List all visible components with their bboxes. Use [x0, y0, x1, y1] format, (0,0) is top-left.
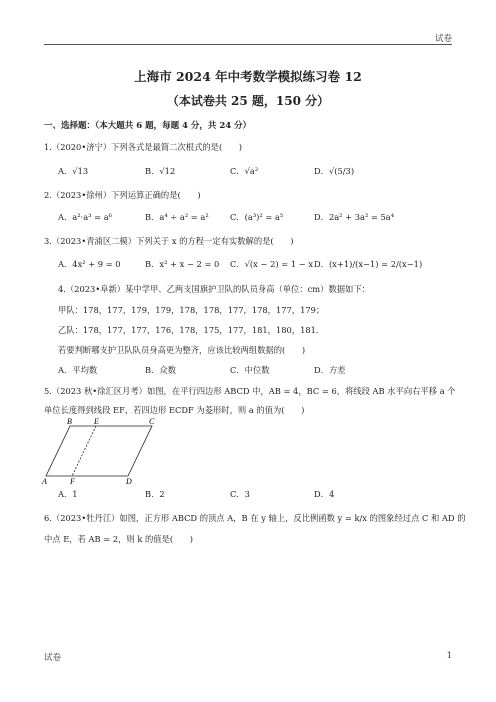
question-3-option-c: C．√(x − 2) = 1 − x: [230, 259, 314, 269]
segment-ef: [72, 426, 96, 476]
header-rule: [44, 44, 452, 45]
label-f: F: [70, 477, 75, 486]
label-c: C: [149, 417, 155, 426]
question-5-option-b: B．2: [145, 489, 165, 499]
question-3-stem: 3.（2023•青浦区二模）下列关于 x 的方程一定有实数解的是( ): [44, 236, 294, 246]
label-e: E: [94, 417, 99, 426]
question-4-option-b: B．众数: [145, 365, 176, 375]
question-1-option-a: A．√13: [58, 166, 89, 176]
label-d: D: [126, 477, 132, 486]
question-5-option-a: A．1: [58, 489, 78, 499]
label-a: A: [42, 477, 47, 486]
section-heading: 一、选择题：（本大题共 6 题，每题 4 分，共 24 分）: [44, 121, 252, 131]
question-4-option-d: D．方差: [314, 365, 346, 375]
footer-label: 试卷: [44, 653, 62, 663]
question-2-option-b: B．a⁴ ÷ a² = a²: [145, 212, 209, 222]
question-2-option-c: C．(a³)² = a⁵: [230, 212, 284, 222]
question-6-stem: 6.（2023•牡丹江）如图，正方形 ABCD 的顶点 A，B 在 y 轴上，反比例函数 y = k/x 的图象经过点 C 和 AD 的: [44, 513, 466, 523]
question-4-option-c: C．中位数: [230, 365, 270, 375]
question-6-stem-cont: 中点 E，若 AB = 2，则 k 的值是( ): [44, 534, 193, 544]
question-2-option-d: D．2a² + 3a² = 5a⁴: [314, 212, 395, 222]
header-label: 试卷: [434, 34, 452, 44]
question-5-option-d: D．4: [314, 489, 335, 499]
label-b: B: [67, 417, 72, 426]
question-3-option-a: A．4x² + 9 = 0: [58, 259, 121, 269]
question-1-stem: 1.（2020•济宁）下列各式是最简二次根式的是( ): [44, 142, 243, 152]
parallelogram-figure: [40, 414, 160, 486]
question-4-stem: 4.（2023•阜新）某中学甲、乙两支国旗护卫队的队员身高（单位：cm）数据如下：: [58, 284, 370, 294]
question-1-option-d: D．√(5/3): [314, 166, 355, 176]
question-4-line-3: 若要判断哪支护卫队队员身高更为整齐，应该比较两组数据的( ): [58, 345, 306, 355]
page-number: 1: [446, 651, 452, 661]
page-subtitle: （本试卷共 25 题，150 分）: [166, 94, 330, 108]
question-4-line-2: 乙队：178，177，177，176，178，175，177，181，180，181．: [58, 325, 325, 335]
question-2-option-a: A．a²·a³ = a⁶: [58, 212, 112, 222]
question-5-stem: 5.（2023 秋•徐汇区月考）如图，在平行四边形 ABCD 中，AB = 4，BC = 6，将线段 AB 水平向右平移 a 个: [44, 386, 456, 396]
parallelogram-abcd: [46, 426, 152, 476]
question-1-option-b: B．√12: [145, 166, 176, 176]
question-5-option-c: C．3: [230, 489, 250, 499]
question-4-line-1: 甲队：178，177，179，179，178，178，177，178，177，179；: [58, 305, 325, 315]
question-2-stem: 2.（2023•徐州）下列运算正确的是( ): [44, 190, 201, 200]
question-1-option-c: C．√a²: [230, 166, 259, 176]
question-4-option-a: A．平均数: [58, 365, 98, 375]
question-5-stem-cont: 单位长度得到线段 EF，若四边形 ECDF 为菱形时，则 a 的值为( ): [44, 405, 305, 415]
question-3-option-d: D．(x+1)/(x−1) = 2/(x−1): [314, 259, 423, 269]
page-title: 上海市 2024 年中考数学模拟练习卷 12: [134, 69, 362, 84]
question-3-option-b: B．x² + x − 2 = 0: [145, 259, 220, 269]
